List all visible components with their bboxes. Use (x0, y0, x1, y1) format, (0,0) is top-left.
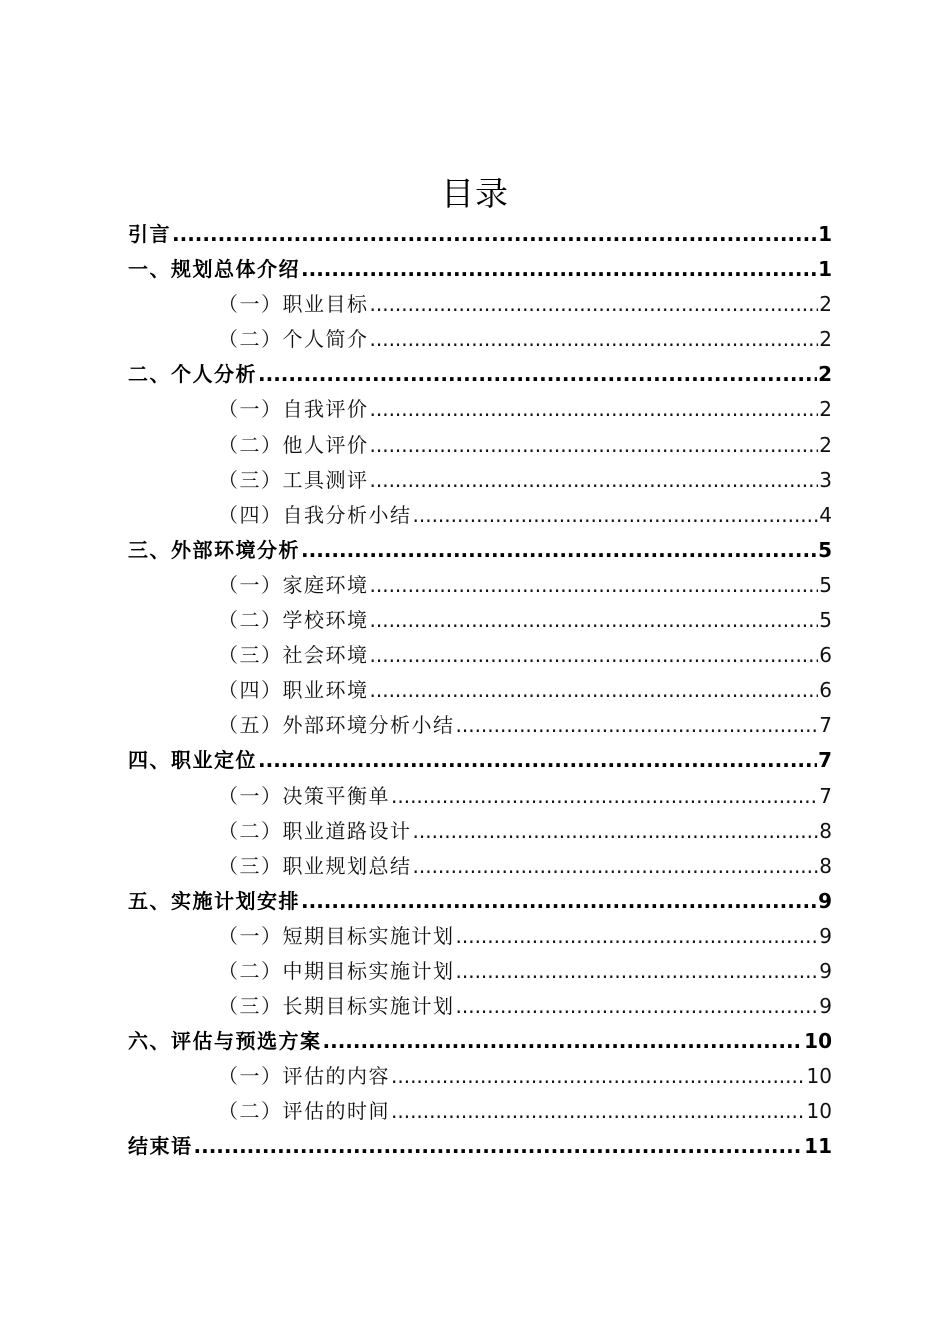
toc-chapter-entry[interactable] (128, 217, 832, 252)
toc-entry-text: 一、规划总体介绍 (128, 257, 300, 282)
toc-section-entry[interactable] (128, 919, 832, 954)
toc-entry-text: （四）职业环境 (218, 678, 369, 703)
dot-leader (391, 1094, 806, 1129)
dot-leader (301, 533, 817, 568)
toc-page-number: 9 (819, 958, 832, 983)
dot-leader (370, 603, 819, 638)
toc-entry-text: （一）自我评价 (218, 397, 369, 422)
dot-leader (413, 498, 819, 533)
toc-entry-text: （三）工具测评 (218, 467, 369, 492)
toc-section-entry[interactable] (128, 287, 832, 322)
toc-chapter-entry[interactable] (128, 357, 832, 392)
toc-section-entry[interactable] (128, 673, 832, 708)
toc-page-number: 9 (818, 888, 832, 913)
table-of-contents (128, 217, 832, 1165)
toc-page-number: 1 (818, 257, 832, 282)
toc-entry-text: 六、评估与预选方案 (128, 1029, 322, 1054)
toc-page-number: 9 (819, 923, 832, 948)
toc-entry-text: 四、职业定位 (128, 748, 257, 773)
toc-entry-text: （一）评估的内容 (218, 1064, 390, 1089)
toc-entry-text: （一）决策平衡单 (218, 783, 390, 808)
toc-entry-text: （四）自我分析小结 (218, 502, 412, 527)
dot-leader (413, 849, 819, 884)
toc-entry-text: （二）学校环境 (218, 608, 369, 633)
toc-section-entry[interactable] (128, 814, 832, 849)
toc-page-number: 8 (819, 853, 832, 878)
toc-entry-text: 结束语 (128, 1134, 193, 1159)
toc-page-number: 4 (819, 502, 832, 527)
dot-leader (370, 428, 819, 463)
dot-leader (301, 884, 817, 919)
dot-leader (456, 954, 819, 989)
toc-page-number: 9 (819, 994, 832, 1019)
toc-page-number: 6 (819, 643, 832, 668)
toc-entry-text: （三）职业规划总结 (218, 853, 412, 878)
toc-page-number: 2 (819, 327, 832, 352)
toc-page-number: 10 (806, 1064, 832, 1089)
toc-entry-text: （三）社会环境 (218, 643, 369, 668)
dot-leader (370, 287, 819, 322)
dot-leader (258, 743, 817, 778)
toc-chapter-entry[interactable] (128, 533, 832, 568)
toc-section-entry[interactable] (128, 954, 832, 989)
dot-leader (370, 322, 819, 357)
toc-section-entry[interactable] (128, 1094, 832, 1129)
toc-chapter-entry[interactable] (128, 252, 832, 287)
toc-section-entry[interactable] (128, 638, 832, 673)
dot-leader (172, 217, 817, 252)
toc-page-number: 10 (806, 1099, 832, 1124)
toc-entry-text: 引言 (128, 222, 171, 246)
dot-leader (370, 638, 819, 673)
toc-entry-text: （一）家庭环境 (218, 572, 369, 597)
dot-leader (413, 814, 819, 849)
dot-leader (370, 392, 819, 427)
dot-leader (323, 1024, 804, 1059)
toc-page-number: 2 (818, 362, 832, 387)
toc-page-number: 11 (804, 1134, 832, 1159)
toc-section-entry[interactable] (128, 1059, 832, 1094)
toc-page-number: 10 (804, 1029, 832, 1054)
toc-entry-text: （一）短期目标实施计划 (218, 923, 455, 948)
dot-leader (258, 357, 817, 392)
toc-entry-text: （二）他人评价 (218, 432, 369, 457)
toc-page-number: 8 (819, 818, 832, 843)
toc-entry-text: （二）中期目标实施计划 (218, 958, 455, 983)
toc-section-entry[interactable] (128, 392, 832, 427)
dot-leader (456, 989, 819, 1024)
dot-leader (301, 252, 817, 287)
toc-section-entry[interactable] (128, 779, 832, 814)
toc-page-number: 5 (819, 608, 832, 633)
toc-section-entry[interactable] (128, 849, 832, 884)
toc-section-entry[interactable] (128, 322, 832, 357)
toc-page-number: 7 (819, 783, 832, 808)
dot-leader (456, 708, 819, 743)
dot-leader (370, 673, 819, 708)
toc-entry-text: （二）评估的时间 (218, 1099, 390, 1124)
toc-entry-text: （二）职业道路设计 (218, 818, 412, 843)
toc-section-entry[interactable] (128, 989, 832, 1024)
toc-section-entry[interactable] (128, 498, 832, 533)
toc-chapter-entry[interactable] (128, 884, 832, 919)
toc-entry-text: （五）外部环境分析小结 (218, 713, 455, 738)
toc-entry-text: 五、实施计划安排 (128, 888, 300, 913)
toc-chapter-entry[interactable] (128, 1129, 832, 1164)
toc-page-number: 2 (819, 432, 832, 457)
toc-section-entry[interactable] (128, 428, 832, 463)
dot-leader (456, 919, 819, 954)
dot-leader (370, 463, 819, 498)
dot-leader (370, 568, 819, 603)
toc-section-entry[interactable] (128, 708, 832, 743)
toc-page-number: 5 (819, 572, 832, 597)
toc-entry-text: （三）长期目标实施计划 (218, 994, 455, 1019)
toc-page-number: 2 (819, 397, 832, 422)
toc-entry-text: （一）职业目标 (218, 292, 369, 317)
toc-page-number: 7 (819, 713, 832, 738)
dot-leader (391, 779, 818, 814)
dot-leader (391, 1059, 806, 1094)
toc-section-entry[interactable] (128, 568, 832, 603)
toc-entry-text: 三、外部环境分析 (128, 537, 300, 562)
toc-entry-text: 二、个人分析 (128, 362, 257, 387)
toc-page-number: 7 (818, 748, 832, 773)
toc-section-entry[interactable] (128, 603, 832, 638)
toc-page-number: 3 (819, 467, 832, 492)
toc-section-entry[interactable] (128, 463, 832, 498)
toc-page-number: 5 (818, 537, 832, 562)
page-title: 目录 (441, 174, 509, 213)
toc-entry-text: （二）个人简介 (218, 327, 369, 352)
toc-chapter-entry[interactable] (128, 1024, 832, 1059)
dot-leader (194, 1129, 804, 1164)
toc-chapter-entry[interactable] (128, 743, 832, 778)
toc-page-number: 6 (819, 678, 832, 703)
toc-page-number: 2 (819, 292, 832, 317)
toc-page-number: 1 (818, 222, 832, 246)
